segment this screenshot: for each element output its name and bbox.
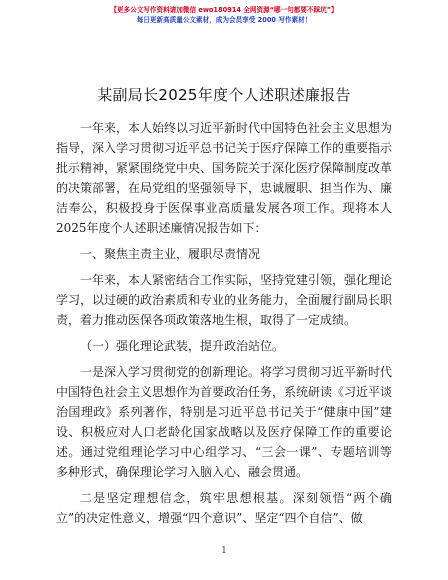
section-heading: 一、聚焦主责主业，履职尽责情况 <box>80 247 261 261</box>
section-intro-paragraph: 一年来，本人紧密结合工作实际，坚持党建引领，强化理论学习，以过硬的政治素质和专业的业务能力，全面履行副局长职责，着力推动医保各项政策落地生根，取得了一定成绩。 <box>56 273 393 327</box>
body-paragraph-2: 二是坚定理想信念，筑牢思想根基。深刻领悟“两个确立”的决定性意义，增强“四个意识”、坚定“四个自信”、做 <box>56 491 392 525</box>
promo-banner-line-2: 每日更新高质量公文素材，成为会员享受 2000 写作素材！ <box>136 16 312 24</box>
body-paragraph-1: 一是深入学习贯彻党的创新理论。将学习贯彻习近平新时代中国特色社会主义思想作为首要政治任务，系统研读《习近平谈治国理政》系列著作，特别是习近平总书记关于“健康中国”建设、积极应对人口老龄化国家战略以及医疗保障工作的重要论述。通过党组理论学习中心组学习、“三会一课”、专题培训等多种形式，确保理论学习入脑入心、融会贯通。 <box>56 365 393 479</box>
page-number: 1 <box>221 546 227 556</box>
intro-paragraph: 一年来，本人始终以习近平新时代中国特色社会主义思想为指导，深入学习贯彻习近平总书记关于医疗保障工作的重要指示批示精神，紧紧围绕党中央、国务院关于深化医疗保障制度改革的决策部署，在局党组的坚强领导下，忠诚履职、担当作为、廉洁奉公，积极投身于医保事业高质量发展各项工作。现将本人2025年度个人述职述廉情况报告如下： <box>56 121 393 235</box>
subsection-heading: （一）强化理论武装，提升政治站位。 <box>80 339 285 353</box>
promo-banner <box>0 5 448 25</box>
promo-banner-line-1: 【更多公文写作资料请加微信 ewo180914 全网资源“哪一句都要不踩坑”】 <box>110 6 338 14</box>
document-title: 某副局长2025年度个人述职述廉报告 <box>97 86 351 104</box>
document-body <box>56 118 392 534</box>
